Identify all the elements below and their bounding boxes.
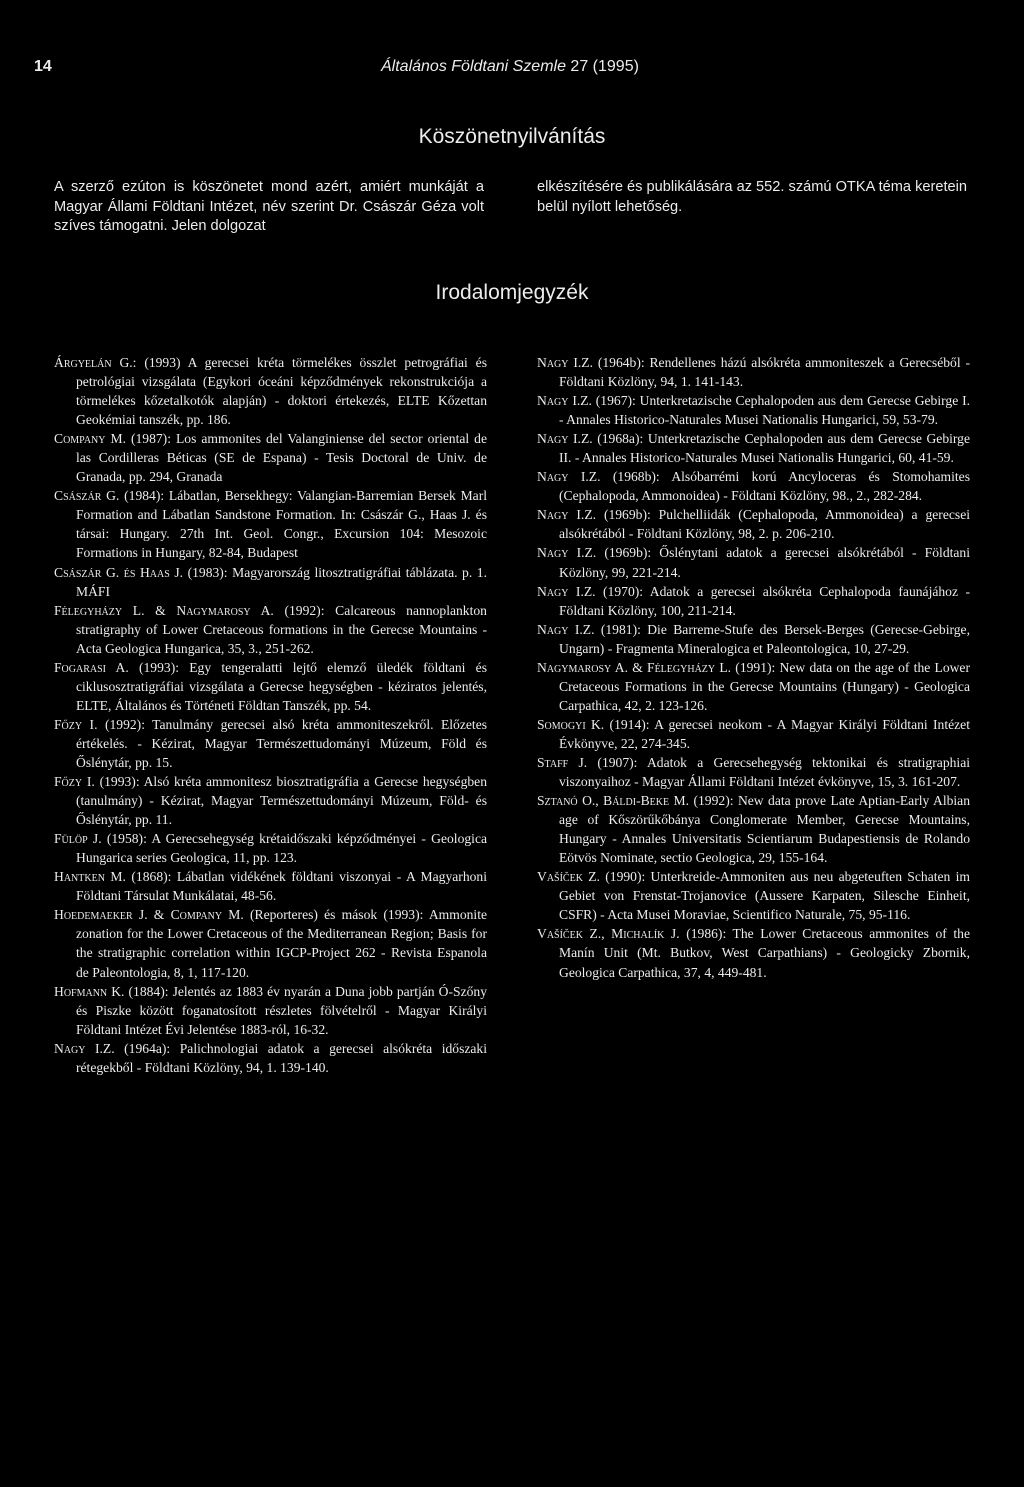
reference-text: (1991): New data on the age of the Lower Cretaceous Formations in the Gerecse Mountains (Hungary) - Geologica Carpathica, 42, 2. 123-126. (559, 659, 970, 713)
reference-entry (54, 353, 487, 429)
reference-text: (1987): Los ammonites del Valanginiense del sector oriental de las Cordilleras Béticas (SE de Espana) - Tesis Doctoral de Univ. de Granada, pp. 294, Granada (76, 431, 487, 485)
reference-author: Hofmann K. (54, 983, 125, 999)
acknowledgement-title: Köszönetnyilvánítás (418, 125, 606, 148)
reference-author: Császár G. (54, 488, 120, 504)
reference-text: (1993): Egy tengeralatti lejtő elemző üledék földtani és ciklusosztratigráfiai vizsgálata a Gerecse hegységben - kéziratos jelentés, ELTE, Általános és Történeti Földtan Tanszék, pp. 54. (76, 659, 488, 713)
reference-entry (537, 867, 970, 924)
reference-text: (1968a): Unterkretazische Cephalopoden aus dem Gerecse Gebirge II. - Annales Historico-Naturales Musei Nationalis Hungarici, 60, 41-59. (559, 431, 970, 466)
reference-author: Company M. (54, 431, 126, 447)
reference-entry (537, 715, 970, 753)
reference-text: (1868): Lábatlan vidékének földtani viszonyai - A Magyarhoni Földtani Társulat Munkálatai, 48-56. (76, 869, 487, 904)
reference-author: Nagy I.Z. (537, 507, 597, 523)
reference-author: Nagy I.Z. (54, 1040, 115, 1056)
reference-entry (537, 467, 970, 505)
reference-author: Nagy I.Z. (537, 355, 593, 370)
page-number: 14 (34, 58, 52, 75)
reference-entry (54, 429, 487, 486)
reference-entry (54, 563, 487, 601)
reference-author: Nagy I.Z. (537, 583, 596, 599)
reference-text: (1986): The Lower Cretaceous ammonites of the Manín Unit (Mt. Butkov, West Carpathians) - Geologicky Zbornik, Geologica Carpathica, 37, 4, 449-481. (559, 926, 970, 980)
reference-author: Nagy I.Z. (537, 393, 592, 409)
reference-entry (54, 982, 487, 1039)
reference-entry (537, 791, 970, 867)
reference-text: (1967): Unterkretazische Cephalopoden aus dem Gerecse Gebirge I. - Annales Historico-Naturales Musei Nationalis Hungarici, 59, 53-79. (559, 393, 970, 428)
reference-entry (537, 620, 970, 658)
reference-text: (1968b): Alsóbarrémi korú Ancyloceras és Stomohamites (Cephalopoda, Ammonoidea) - Földtani Közlöny, 98., 2., 282-284. (559, 469, 970, 504)
acknowledgement-left-text: A szerző ezúton is köszönetet mond azért, amiért munkáját a Magyar Állami Földtani Intézet, név szerint Dr. Császár Géza volt szíves támogatni. Jelen dolgozat (54, 179, 484, 234)
reference-entry (537, 924, 970, 981)
reference-author: Nagy I.Z. (537, 469, 601, 485)
reference-text: (1981): Die Barreme-Stufe des Bersek-Berges (Gerecse-Gebirge, Ungarn) - Fragmenta Mineralogica et Paleontologica, 10, 27-29. (559, 621, 970, 656)
reference-entry (54, 867, 487, 905)
references-title: Irodalomjegyzék (435, 281, 589, 304)
reference-entry (54, 829, 487, 867)
reference-text: (1990): Unterkreide-Ammoniten aus neu abgeteuften Schaten im Gebiet von Frenstat-Trojanovice (Aussere Karpaten, Silesche Einheit, CSFR) - Acta Musei Moraviae, Scientifico Naturale, 75, 95-116. (559, 869, 970, 923)
journal-title (381, 58, 639, 76)
reference-author: Nagy I.Z. (537, 545, 597, 561)
reference-author: Vašíček Z. (537, 869, 600, 885)
acknowledgement-right-text: elkészítésére és publikálására az 552. számú OTKA téma keretein belül nyílott lehetőség. (537, 179, 967, 215)
reference-entry (537, 543, 970, 581)
reference-entry (537, 658, 970, 715)
reference-author: Nagy I.Z. (537, 621, 595, 637)
reference-text: (Reporteres) és mások (1993): Ammonite zonation for the Lower Cretaceous of the Mediterranean Region; Basis for the stratigraphic correlation within IGCP-Project 262 - Revista Espanola de Paleontologia, 8, 1, 117-120. (76, 907, 487, 980)
reference-author: Staff J. (537, 754, 588, 770)
reference-entry (54, 658, 487, 715)
reference-text: (1984): Lábatlan, Bersekhegy: Valangian-Barremian Bersek Marl Formation and Lábatlan Sandstone Formation. In: Császár G., Haas J. és társai: Hungary. 27th Int. Geol. Congr., Excursion 104: Mesozoic Formations in Hungary, 82-84, Budapest (76, 488, 488, 561)
journal-name: Általános Földtani Szemle (381, 58, 566, 75)
reference-text: (1992): Calcareous nannoplankton stratigraphy of Lower Cretaceous formations in the Gerecse Mountains - Acta Geologica Hungarica, 35, 3., 251-262. (76, 602, 487, 656)
reference-author: Főzy I. (54, 774, 95, 790)
references-right-column (537, 353, 970, 982)
reference-text: (1983): Magyarország litosztratigráfiai táblázata. p. 1. MÁFI (76, 564, 487, 599)
reference-entry (537, 505, 970, 543)
reference-author: Félegyházy L. & Nagymarosy A. (54, 602, 274, 618)
reference-author: Nagymarosy A. & Félegyházy L. (537, 659, 732, 675)
reference-author: Fülöp J. (54, 831, 102, 847)
reference-text: (1993): Alsó kréta ammonitesz biosztratigráfia a Gerecse hegységben (tanulmány) - Kézirat, Magyar Természettudományi Múzeum, Föld- és Őslénytár, pp. 11. (76, 774, 487, 828)
reference-entry (54, 715, 487, 772)
reference-entry (537, 353, 970, 391)
reference-entry (54, 905, 487, 981)
reference-entry (537, 753, 970, 791)
reference-text: (1907): Adatok a Gerecsehegység tektonikai és stratigraphiai viszonyaihoz - Magyar Állami Földtani Intézet évkönyve, 15, 3. 161-207. (559, 754, 970, 790)
reference-author: Hoedemaeker J. & Company M. (54, 907, 244, 923)
reference-author: Vašíček Z., Michalík J. (537, 926, 680, 942)
references-left-column (54, 353, 487, 1077)
reference-text: (1969b): Pulchelliidák (Cephalopoda, Ammonoidea) a gerecsei alsókrétából - Földtani Közlöny, 98, 2. p. 206-210. (559, 507, 971, 542)
reference-text: : (1993) A gerecsei kréta törmelékes összlet petrográfiai és petrológiai vizsgálata (Egykori óceáni képződmények rekonstrukciója a törmelékes kőzetalkotók alapján) - doktori értekezés, ELTE Kőzettan Geokémiai tanszék, pp. 186. (76, 355, 487, 428)
reference-author: Somogyi K. (537, 716, 605, 732)
reference-text: (1964a): Palichnologiai adatok a gerecsei alsókréta időszaki rétegekből - Földtani Közlöny, 94, 1. 139-140. (76, 1040, 488, 1075)
reference-text: (1964b): Rendellenes házú alsókréta ammoniteszek a Gerecséből - Földtani Közlöny, 94, 1. 141-143. (559, 355, 970, 390)
reference-author: Sztanó O., Báldi-Beke M. (537, 793, 690, 809)
reference-entry (54, 486, 487, 562)
running-header (0, 58, 1024, 82)
reference-text: (1970): Adatok a gerecsei alsókréta Cephalopoda faunájához - Földtani Közlöny, 100, 211-214. (559, 583, 970, 618)
reference-entry (537, 429, 970, 467)
reference-author: Főzy I. (54, 716, 98, 732)
reference-entry (54, 772, 487, 829)
reference-author: Fogarasi A. (54, 659, 129, 675)
reference-author: Nagy I.Z. (537, 431, 593, 447)
reference-entry (54, 1039, 487, 1077)
reference-text: (1992): New data prove Late Aptian-Early Albian age of Kőszörűkőbánya Conglomerate Member, Gerecse Mountains, Hungary - Annales Universitatis Scientiarum Budapestiensis de Rolando Eötvös Nominate, sectio Geologica, 29, 155-164. (559, 793, 970, 866)
reference-author: Árgyelán G. (54, 355, 133, 370)
reference-text: (1958): A Gerecsehegység krétaidőszaki képződményei - Geologica Hungarica series Geologica, 11, pp. 123. (76, 831, 488, 866)
journal-volume: 27 (1995) (565, 58, 639, 75)
reference-author: Császár G. és Haas J. (54, 564, 184, 580)
reference-text: (1914): A gerecsei neokom - A Magyar Királyi Földtani Intézet Évkönyve, 22, 274-345. (559, 716, 970, 751)
reference-entry (54, 601, 487, 658)
reference-entry (537, 391, 970, 429)
reference-text: (1969b): Őslénytani adatok a gerecsei alsókrétából - Földtani Közlöny, 99, 221-214. (559, 545, 970, 580)
reference-text: (1884): Jelentés az 1883 év nyarán a Duna jobb partján Ó-Szőny és Piszke között foganatosított részletes fölvételről - Magyar Királyi Földtani Intézet Évi Jelentése 1883-ról, 16-32. (76, 983, 487, 1037)
reference-entry (537, 582, 970, 620)
reference-author: Hantken M. (54, 869, 126, 885)
reference-text: (1992): Tanulmány gerecsei alsó kréta ammoniteszekről. Előzetes értékelés. - Kézirat, Magyar Természettudományi Múzeum, Föld és Őslénytár, pp. 15. (76, 716, 488, 770)
